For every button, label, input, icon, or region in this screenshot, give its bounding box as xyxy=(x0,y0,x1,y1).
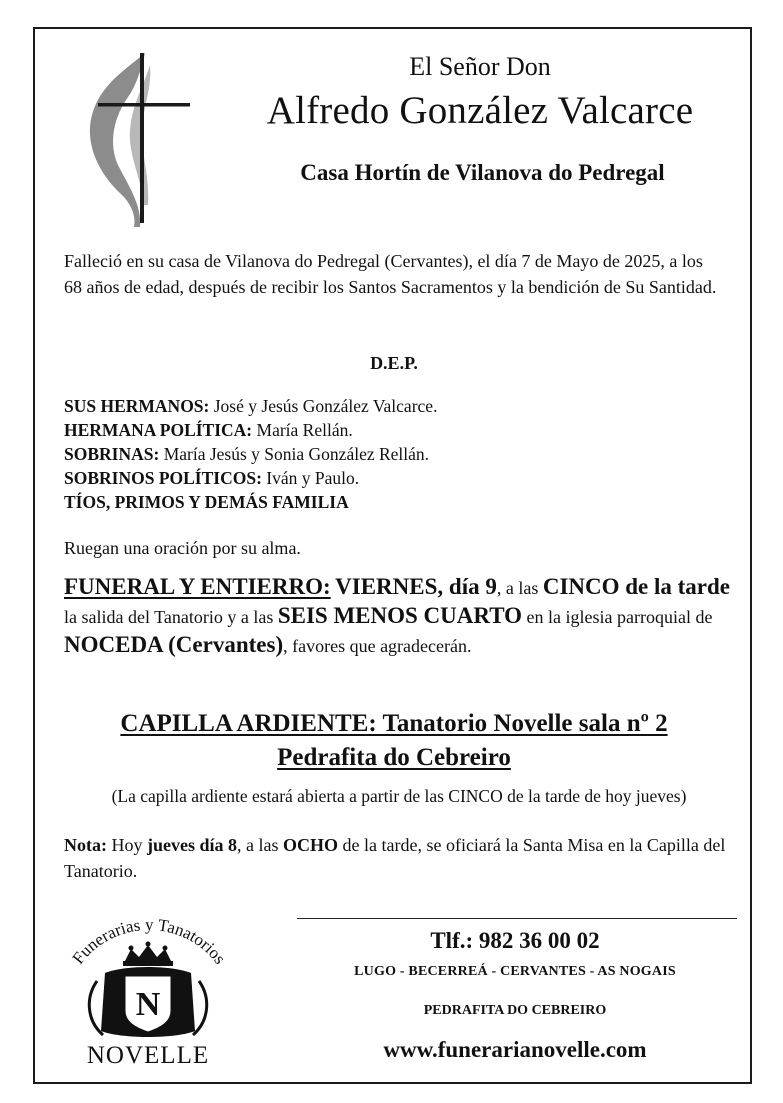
website: www.funerarianovelle.com xyxy=(383,1037,647,1062)
house-name: Casa Hortín de Vilanova do Pedregal xyxy=(300,160,665,185)
prayer-request: Ruegan una oración por su alma. xyxy=(64,538,301,558)
capilla-note: (La capilla ardiente estará abierta a partir de las CINCO de la tarde de hoy jueves) xyxy=(111,786,687,806)
capilla-ardiente xyxy=(64,707,724,775)
capilla-line1: CAPILLA ARDIENTE: Tanatorio Novelle sala nº 2 xyxy=(120,710,668,737)
dep-heading: D.E.P. xyxy=(370,353,418,373)
family-row-tios: TÍOS, PRIMOS Y DEMÁS FAMILIA xyxy=(64,492,349,512)
family-row-hermanos: SUS HERMANOS: José y Jesús González Valcarce. xyxy=(64,396,438,416)
deceased-name: Alfredo González Valcarce xyxy=(266,89,694,132)
announcement: Falleció en su casa de Vilanova do Pedregal (Cervantes), el día 7 de Mayo de 2025, a los 68 años de edad, después de recibir los Santos Sacramentos y la bendición de Su Santidad. xyxy=(64,251,717,297)
logo-letter: N xyxy=(135,986,161,1023)
nota: Nota: Hoy jueves día 8, a las OCHO de la tarde, se oficiará la Santa Misa en la Capilla del Tanatorio. xyxy=(64,835,726,881)
mass-time: SEIS MENOS CUARTO xyxy=(277,603,523,628)
funeral-day: VIERNES, día 9 xyxy=(335,574,497,599)
church-place: NOCEDA (Cervantes) xyxy=(64,632,284,657)
funeral-label: FUNERAL Y ENTIERRO: xyxy=(64,574,331,599)
pedrafita-location: PEDRAFITA DO CEBREIRO xyxy=(423,1003,607,1018)
logo-arc-textpath: Funerarias y Tanatorios xyxy=(68,914,230,968)
cross-flame-icon xyxy=(70,45,195,230)
funeral-time: CINCO de la tarde xyxy=(542,574,731,599)
phone-number: Tlf.: 982 36 00 02 xyxy=(430,928,600,953)
family-row-hermana: HERMANA POLÍTICA: María Rellán. xyxy=(64,420,353,440)
logo-brand: NOVELLE xyxy=(86,1042,210,1069)
funeral-info: FUNERAL Y ENTIERRO: VIERNES, día 9, a las CINCO de la tarde la salida del Tanatorio y a las SEIS MENOS CUARTO en la iglesia parroquial de NOCEDA (Cervantes), favores que agradecerán. xyxy=(64,574,731,657)
footer-rule xyxy=(297,918,737,919)
capilla-line2: Pedrafita do Cebreiro xyxy=(277,744,511,771)
family-list xyxy=(64,394,724,514)
honorific: El Señor Don xyxy=(409,52,551,81)
family-row-sobrinas: SOBRINAS: María Jesús y Sonia González Rellán. xyxy=(64,444,430,464)
family-row-sobrinos: SOBRINOS POLÍTICOS: Iván y Paulo. xyxy=(64,468,360,488)
novelle-logo xyxy=(45,913,250,1073)
city-list: LUGO - BECERREÁ - CERVANTES - AS NOGAIS xyxy=(354,964,676,979)
